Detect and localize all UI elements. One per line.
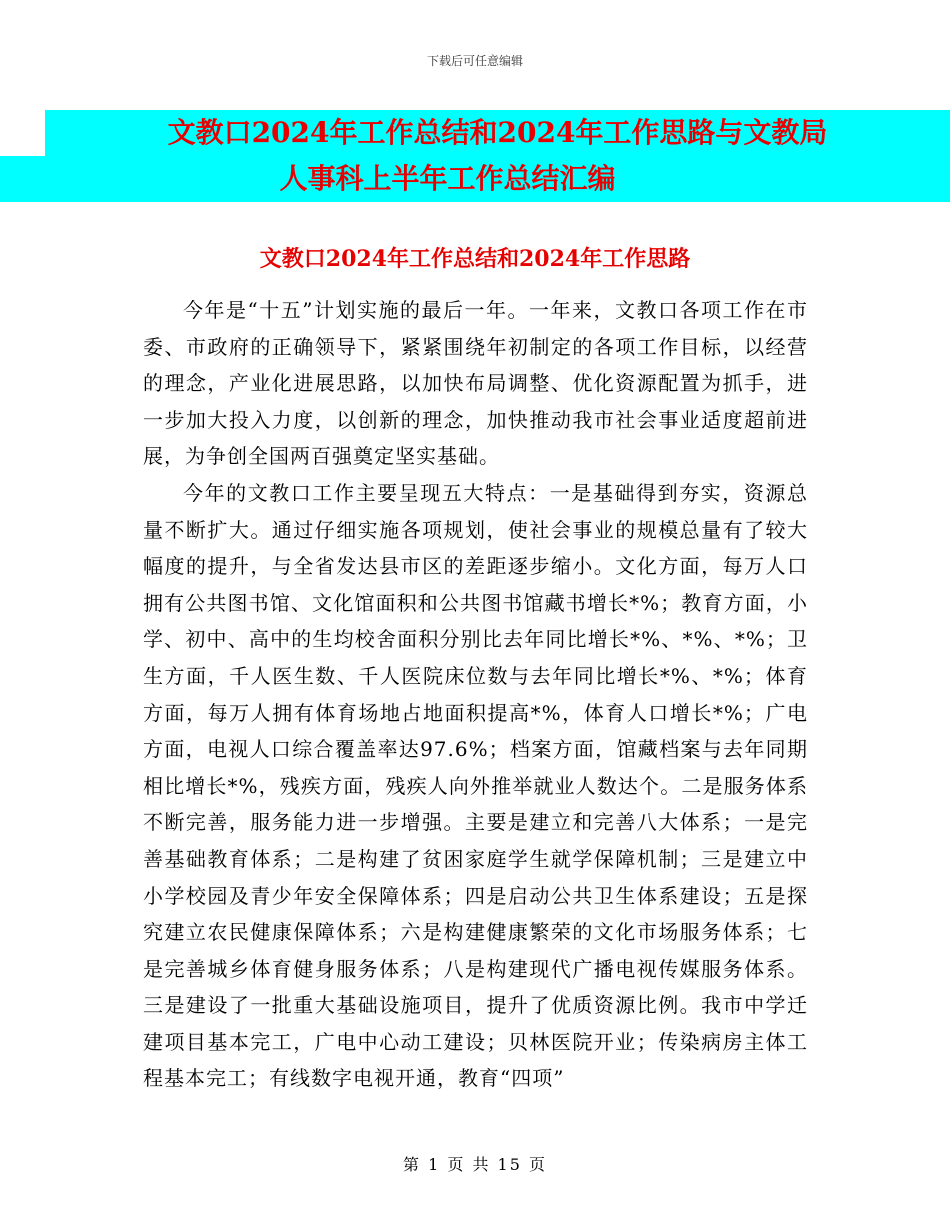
paragraph-2: 今年的文教口工作主要呈现五大特点：一是基础得到夯实，资源总量不断扩大。通过仔细实施各项规划，使社会事业的规模总量有了较大幅度的提升，与全省发达县市区的差距逐步缩小。文化方面，每万人口拥有公共图书馆、文化馆面积和公共图书馆藏书增长*%；教育方面，小学、初中、高中的生均校舍面积分别比去年同比增长*%、*%、*%；卫生方面，千人医生数、千人医院床位数与去年同比增长*%、*%；体育方面，每万人拥有体育场地占地面积提高*%，体育人口增长*%；广电方面，电视人口综合覆盖率达97.6%；档案方面，馆藏档案与去年同期相比增长*%，残疾方面，残疾人向外推举就业人数达个。二是服务体系不断完善，服务能力进一步增强。主要是建立和完善八大体系；一是完善基础教育体系；二是构建了贫困家庭学生就学保障机制；三是建立中小学校园及青少年安全保障体系；四是启动公共卫生体系建设；五是探究建立农民健康保障体系；六是构建健康繁荣的文化市场服务体系；七是完善城乡体育健身服务体系；八是构建现代广播电视传媒服务体系。三是建设了一批重大基础设施项目，提升了优质资源比例。我市中学迁建项目基本完工，广电中心动工建设；贝林医院开业；传染病房主体工程基本完工；有线数字电视开通，教育“四项” [143,480,808,1091]
body-text [143,292,808,1097]
document-title [0,110,950,202]
section-title: 文教口2024年工作总结和2024年工作思路 [259,246,691,272]
page-header: 下载后可任意编辑 [426,54,523,68]
paragraph-1: 今年是“十五”计划实施的最后一年。一年来，文教口各项工作在市委、市政府的正确领导下，紧紧围绕年初制定的各项工作目标，以经营的理念，产业化进展思路，以加快布局调整、优化资源配置为抓手，进一步加大投入力度，以创新的理念，加快推动我市社会事业适度超前进展，为争创全国两百强奠定坚实基础。 [143,298,808,469]
document-title-line-1: 文教口2024年工作总结和2024年工作思路与文教局 [167,116,828,149]
page-footer: 第 1 页 共 15 页 [403,1155,547,1174]
document-title-line-2: 人事科上半年工作总结汇编 [279,162,616,195]
